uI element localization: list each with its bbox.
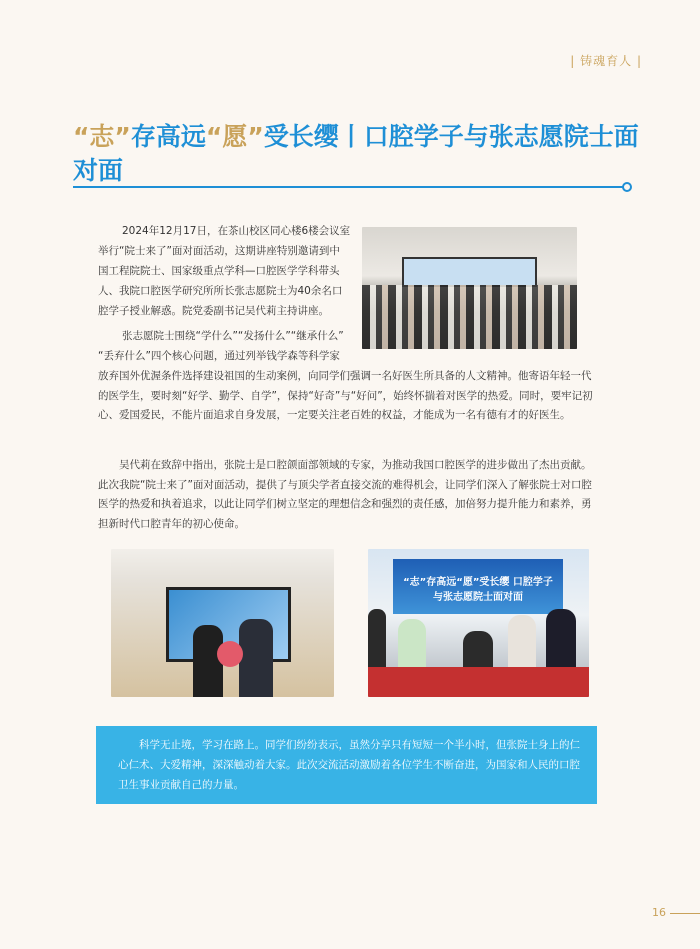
title-divider <box>73 186 628 188</box>
paragraph-3: 吴代莉在致辞中指出，张院士是口腔颌面部领域的专家，为推动我国口腔医学的进步做出了杰出贡献。此次我院“院士来了”面对面活动，提供了与顶尖学者直接交流的难得机会，让同学们深入了解张院士对口腔医学的热爱和执着追求，以此让同学们树立坚定的理想信念和强烈的责任感，加倍努力提升能力和素养，勇担新时代口腔青年的初心使命。 <box>98 459 592 530</box>
title-part-1: 存高远 <box>130 122 206 151</box>
page-title <box>73 120 653 188</box>
paragraph-1-line-1: 2024年12月17日，在茶山校区同心楼6楼会议室 <box>122 225 351 237</box>
paragraph-1-line-2: 举行“院士来了”面对面活动，这期讲座特别邀请到中 <box>98 245 340 257</box>
title-part-2: 受长缨丨口腔学子与张志愿院士面对面 <box>73 122 639 185</box>
red-table <box>368 667 589 697</box>
projection-screen <box>402 257 537 287</box>
paragraph-2-line-2: “丢弃什么”四个核心问题，通过列举钱学森等科学家 <box>98 350 340 362</box>
signing-photo <box>368 549 589 697</box>
title-quote-1: “志” <box>73 122 131 151</box>
section-tag: | 铸魂育人 | <box>570 54 642 68</box>
bouquet <box>217 641 243 667</box>
paragraph-1-line-5: 腔学子授业解惑。院党委副书记吴代莉主持讲座。 <box>98 305 329 317</box>
paragraph-2-line-1: 张志愿院士围绕“学什么”“发扬什么”“继承什么” <box>122 330 344 342</box>
paragraph-1-line-4: 人、我院口腔医学研究所所长张志愿院士为40余名口 <box>98 285 343 297</box>
group-photo <box>362 227 577 349</box>
page-number: 16 <box>652 906 666 919</box>
flower-presentation-photo <box>111 549 334 697</box>
event-banner-text: “志”存高远“愿”受长缨 口腔学子与张志愿院士面对面 <box>403 577 553 603</box>
paragraph-1-line-3: 国工程院院士、国家级重点学科—口腔医学学科带头 <box>98 265 340 277</box>
paragraph-2-rest: 放弃国外优渥条件选择建设祖国的生动案例，向同学们强调一名好医生所具备的人文精神。他寄语年轻一代的医学生，要时刻“好学、勤学、自学”，保持“好奇”与“好问”，始终怀揣着对医学的热爱。同时，要牢记初心、爱国爱民，不能片面追求自身发展，一定要关注老百姓的权益，才能成为一名有德有才的好医生。 <box>98 370 593 421</box>
summary-box <box>96 726 597 804</box>
section-tag-label: 铸魂育人 <box>580 54 633 68</box>
title-quote-2: “愿” <box>205 122 264 151</box>
summary-text: 科学无止境，学习在路上。同学们纷纷表示，虽然分享只有短短一个半小时，但张院士身上的仁心仁术、大爱精神，深深触动着大家。此次交流活动激励着各位学生不断奋进，为国家和人民的口腔卫生事业贡献自己的力量。 <box>118 739 580 791</box>
student-group <box>362 285 577 349</box>
title-divider-dot <box>622 182 632 192</box>
page-number-line <box>670 913 700 914</box>
academician-figure <box>239 619 273 697</box>
